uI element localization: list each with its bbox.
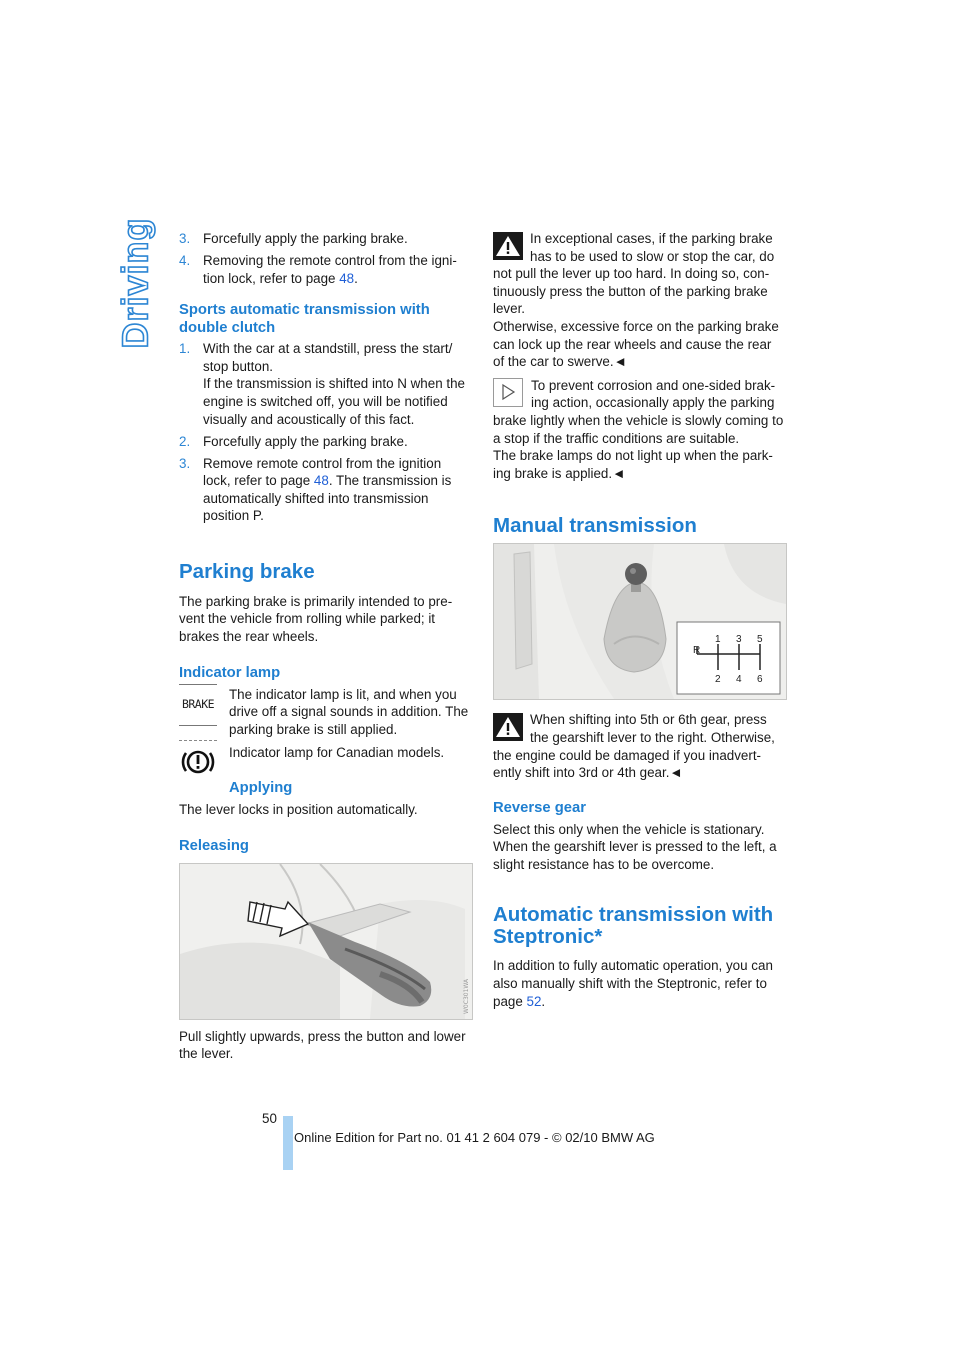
section-tab-label: Driving: [114, 217, 156, 349]
releasing-heading: Releasing: [179, 837, 249, 854]
gear-label: 1: [715, 634, 721, 646]
list-item: 3. Forcefully apply the parking brake.: [179, 231, 408, 246]
warning-icon: [493, 232, 523, 260]
page-link[interactable]: 52: [526, 993, 542, 1009]
section-tab-driving: [112, 217, 158, 349]
gear-label: 5: [757, 634, 763, 646]
reverse-gear-heading: Reverse gear: [493, 799, 586, 816]
steptronic-heading: Automatic transmission with Steptronic*: [493, 903, 774, 949]
right-column: [493, 230, 785, 1010]
manual-transmission-heading: Manual transmission: [493, 514, 697, 538]
page-number: 50: [262, 1111, 277, 1126]
brake-indicator-icon: BRAKE: [179, 684, 217, 726]
list-item: 1. With the car at a standstill, press the start/ stop button. If the transmission is shifted into N when the engine is switched off, you will be notified visually and acoustically of this fact.: [179, 341, 465, 427]
gear-label: 2: [715, 674, 721, 686]
gear-label: 6: [757, 674, 763, 686]
image-code: W0C301WA: [463, 978, 470, 1014]
warning-block-parking: In exceptional cases, if the parking brake has to be used to slow or stop the car, do not pull the lever up too hard. In doing so, con-tinuously press the button of the parking brake lever. Otherwise, excessive force on the parking brake can lock up the rear wheels and cause the rear of the car to swerve.◄: [493, 231, 779, 370]
note-block-corrosion: To prevent corrosion and one-sided brak-ing action, occasionally apply the parking brake lightly when the vehicle is slowly coming to a stop if the traffic conditions are suitable. The brake lamps do not light up when the park-ing brake is applied.◄: [493, 377, 784, 481]
warning-icon: [493, 713, 523, 741]
reverse-gear-text: Select this only when the vehicle is stationary. When the gearshift lever is pressed to the left, a slight resistance has to be overcome.: [493, 821, 777, 872]
footer-edition-text: Online Edition for Part no. 01 41 2 604 079 - © 02/10 BMW AG: [294, 1130, 655, 1145]
step-list-sports: [179, 340, 471, 525]
step-list-top: [179, 230, 471, 287]
steptronic-text: In addition to fully automatic operation, you can also manually shift with the Steptronic, refer to page 52.: [493, 958, 773, 1009]
releasing-caption: Pull slightly upwards, press the button and lower the lever.: [179, 1028, 466, 1062]
parking-brake-heading: Parking brake: [179, 559, 315, 583]
warning-block-shifting: When shifting into 5th or 6th gear, press the gearshift lever to the right. Otherwise, the engine could be damaged if you inadvert-ently shift into 3rd or 4th gear.◄: [493, 712, 775, 781]
parking-brake-lever-image: [179, 863, 473, 1020]
indicator-lamp-text: The indicator lamp is lit, and when you drive off a signal sounds in addition. The parking brake is still applied.: [229, 686, 469, 737]
gear-label: 4: [736, 674, 742, 686]
canadian-brake-indicator-icon: [179, 740, 217, 783]
sports-transmission-heading: Sports automatic transmission with double clutch: [179, 302, 430, 337]
gear-label-reverse: R: [693, 645, 701, 657]
indicator-lamp-row: [179, 686, 471, 739]
footer-accent-bar: [283, 1116, 293, 1170]
applying-text: The lever locks in position automatically.: [179, 802, 418, 818]
list-item: 3. Remove remote control from the ignition lock, refer to page 48. The transmission is automatically shifted into transmission position P.: [179, 455, 452, 524]
note-arrow-icon: [493, 378, 523, 407]
list-item: 2. Forcefully apply the parking brake.: [179, 433, 408, 449]
gear-label: 3: [736, 634, 742, 646]
page-link[interactable]: 48: [339, 270, 355, 286]
gearshift-image: [493, 543, 787, 700]
canadian-indicator-text: Indicator lamp for Canadian models.: [229, 745, 445, 761]
canadian-indicator-row: [179, 744, 471, 797]
applying-heading: Applying: [229, 780, 293, 797]
parking-brake-intro: The parking brake is primarily intended to pre-vent the vehicle from rolling while parked; it brakes the rear wheels.: [179, 593, 453, 645]
list-item: 4. Removing the remote control from the igni-tion lock, refer to page 48.: [179, 252, 457, 286]
left-column: [179, 230, 471, 1063]
indicator-lamp-heading: Indicator lamp: [179, 664, 281, 681]
page-link[interactable]: 48: [313, 473, 329, 489]
